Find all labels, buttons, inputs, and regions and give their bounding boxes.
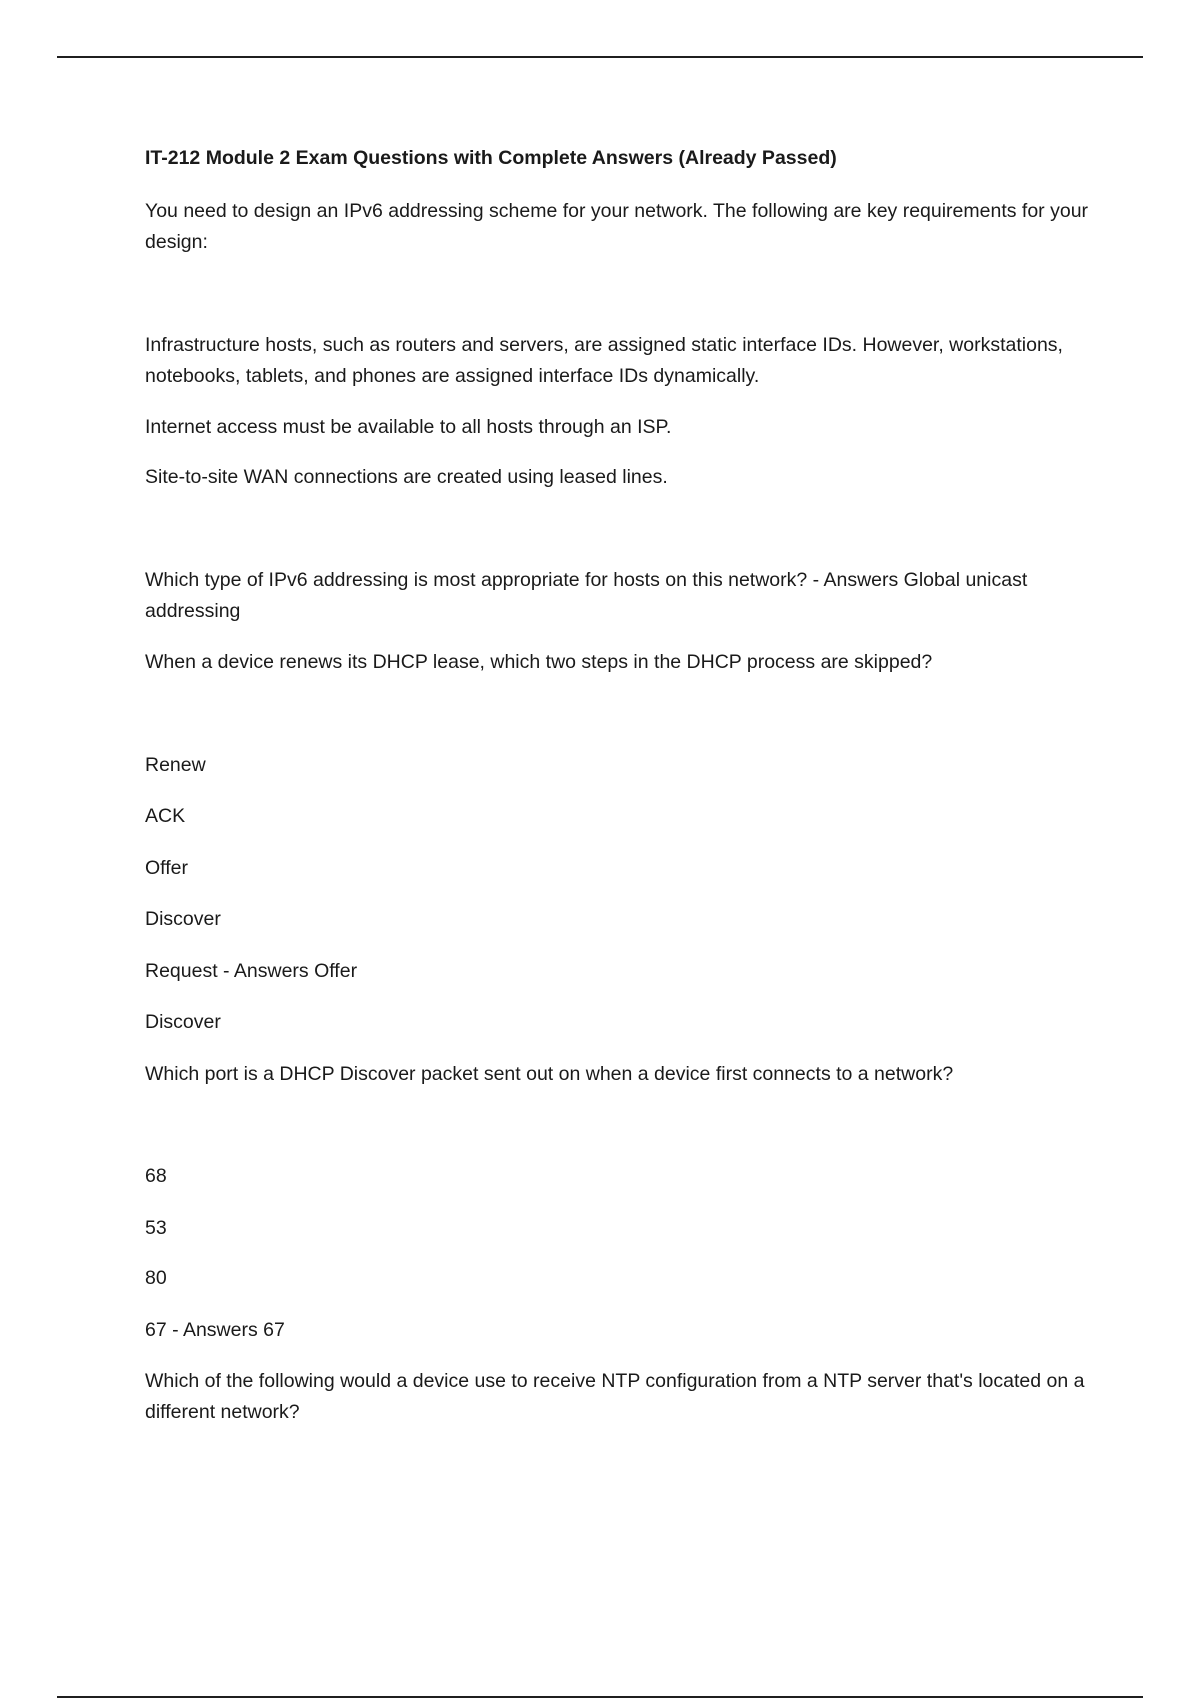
requirement-internet-access: Internet access must be available to all hosts through an ISP.	[145, 416, 672, 438]
option-68: 68	[145, 1165, 167, 1187]
option-53: 53	[145, 1217, 167, 1239]
question-ipv6-type: Which type of IPv6 addressing is most appropriate for hosts on this network? - Answers Global unicast addressing	[145, 569, 1028, 622]
option-discover: Discover	[145, 908, 221, 930]
question-ntp: Which of the following would a device use to receive NTP configuration from a NTP server that's located on a different network?	[145, 1370, 1085, 1423]
option-renew: Renew	[145, 754, 206, 776]
header-rule	[57, 56, 1143, 58]
question-ipv6-intro: You need to design an IPv6 addressing scheme for your network. The following are key requirements for your design:	[145, 200, 1089, 253]
option-ack: ACK	[145, 805, 186, 827]
option-request-answer: Request - Answers Offer	[145, 960, 358, 982]
question-dhcp-renew: When a device renews its DHCP lease, which two steps in the DHCP process are skipped?	[145, 651, 933, 673]
option-offer: Offer	[145, 857, 188, 879]
footer-rule	[57, 1696, 1143, 1698]
option-67-answer: 67 - Answers 67	[145, 1319, 285, 1341]
question-dhcp-port: Which port is a DHCP Discover packet sent out on when a device first connects to a network?	[145, 1063, 954, 1085]
document-title: IT-212 Module 2 Exam Questions with Complete Answers (Already Passed)	[145, 147, 837, 169]
requirement-interface-ids: Infrastructure hosts, such as routers and servers, are assigned static interface IDs. However, workstations, notebooks, tablets, and phones are assigned interface IDs dynamically.	[145, 334, 1063, 387]
requirement-wan: Site-to-site WAN connections are created using leased lines.	[145, 466, 668, 488]
answer-discover: Discover	[145, 1011, 221, 1033]
option-80: 80	[145, 1267, 167, 1289]
